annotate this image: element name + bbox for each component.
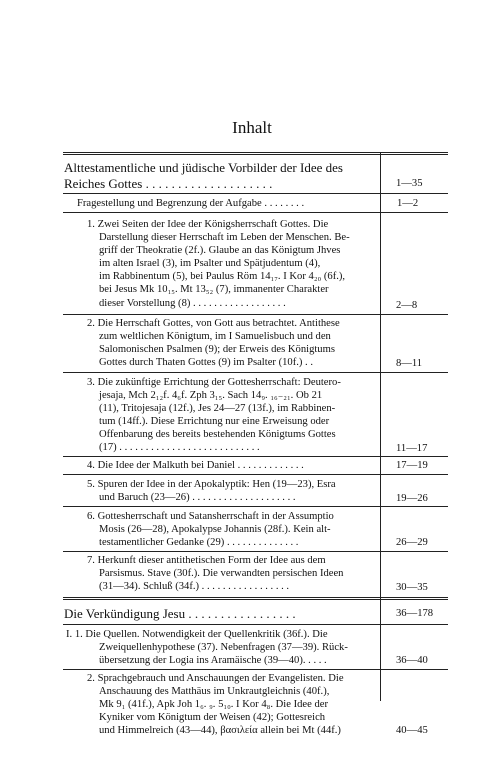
divider (63, 624, 448, 625)
divider (63, 474, 448, 475)
entry-pages: 17—19 (396, 460, 428, 471)
divider (63, 212, 448, 213)
entry-line: Anschauung des Matthäus im Unkrautgleichnis (40f.), (99, 686, 330, 697)
entry-line: (17) . . . . . . . . . . . . . . . . . . . . . . . . . . . (99, 442, 260, 453)
entry-line: Parsismus. Stave (30f.). Die verwandten persischen Ideen (99, 568, 344, 579)
entry-pages: 30—35 (396, 582, 428, 593)
entry-line: 4. Die Idee der Malkuth bei Daniel . . . . . . . . . . . . . (87, 460, 304, 471)
entry-line: Darstellung dieser Herrschaft im Leben der Menschen. Be- (99, 232, 350, 243)
entry-pages: 11—17 (396, 443, 428, 454)
intro-pages: 1—2 (397, 198, 419, 209)
entry-pages: 19—26 (396, 493, 428, 504)
entry-line: übersetzung der Logia ins Aramäische (39—40). . . . . (99, 655, 327, 666)
entry-line: dieser Vorstellung (8) . . . . . . . . . . . . . . . . . . (99, 298, 286, 309)
section-title-line: Alttestamentliche und jüdische Vorbilder der Idee des (64, 160, 343, 175)
top-rule (63, 152, 448, 155)
entry-line: und Himmelreich (43—44), βασιλεία allein bei Mt (44f.) (99, 725, 341, 736)
entry-line: testamentlicher Gedanke (29) . . . . . . . . . . . . . . (99, 537, 299, 548)
entry-line: Zweiquellenhypothese (37). Nebenfragen (37—39). Rück- (99, 642, 348, 653)
entry-line: Salomonischen Psalmen (9); der Erweis des Königtums (99, 344, 335, 355)
section-rule (63, 597, 448, 600)
entry-line: 7. Herkunft dieser antithetischen Form der Idee aus dem (87, 555, 326, 566)
divider (63, 193, 448, 194)
intro-line: Fragestellung und Begrenzung der Aufgabe . . . . . . . . (77, 198, 305, 209)
divider (63, 456, 448, 457)
entry-line: griff der Theokratie (2f.). Glaube an das Königtum Jhves (99, 245, 341, 256)
divider (63, 669, 448, 670)
page-title: Inhalt (232, 118, 272, 137)
entry-line: Mosis (26—28), Apokalypse Johannis (28f.). Kein alt- (99, 524, 331, 535)
entry-pages: 26—29 (396, 537, 428, 548)
entry-line: Mk 9₁ (41f.), Apk Joh 1₆. ₉. 5₁₀. I Kor 4₈. Die Idee der (99, 699, 328, 710)
section-title-line: Reiches Gottes . . . . . . . . . . . . . . . . . . . . (64, 176, 273, 191)
entry-line: und Baruch (23—26) . . . . . . . . . . . . . . . . . . . . (99, 492, 296, 503)
entry-pages: 40—45 (396, 725, 428, 736)
entry-line: im Rabbinentum (5), bei Paulus Röm 14₁₇. I Kor 4₂₀ (6f.), (99, 271, 346, 282)
entry-line: jesaja, Mch 2₁₂f. 4₆f. Zph 3₁₅. Sach 14₉. ₁₆₋₂₁. Ob 21 (99, 390, 323, 401)
entry-line: Kyniker vom Königtum der Weisen (42); Gottesreich (99, 712, 326, 723)
entry-line: im alten Israel (3), im Psalter und Spätjudentum (4), (99, 258, 321, 269)
entry-line: 2. Die Herrschaft Gottes, von Gott aus betrachtet. Antithese (87, 318, 340, 329)
entry-line: (31—34). Schluß (34f.) . . . . . . . . . . . . . . . . . (99, 581, 290, 592)
entry-line: 1. Zwei Seiten der Idee der Königsherrschaft Gottes. Die (87, 219, 329, 230)
entry-line: tum (14ff.). Diese Errichtung nur eine Erweisung oder (99, 416, 330, 427)
divider (63, 372, 448, 373)
column-divider (380, 152, 381, 701)
entry-pages: 36—40 (396, 655, 428, 666)
divider (63, 506, 448, 507)
entry-line: (11), Tritojesaja (12f.), Jes 24—27 (13f.), im Rabbinen- (99, 403, 336, 414)
entry-line: 2. Sprachgebrauch und Anschauungen der Evangelisten. Die (87, 673, 344, 684)
section-title-line: Die Verkündigung Jesu . . . . . . . . . . . . . . . . . (64, 606, 296, 621)
entry-line: Gottes durch Thaten Gottes (9) im Psalter (10f.) . . (99, 357, 313, 368)
entry-line: 5. Spuren der Idee in der Apokalyptik: Hen (19—23), Esra (87, 479, 336, 490)
entry-line: zum weltlichen Königtum, im I Samuelisbuch und den (99, 331, 331, 342)
divider (63, 551, 448, 552)
entry-pages: 8—11 (396, 358, 423, 369)
divider (63, 314, 448, 315)
entry-line: Offenbarung des bereits bestehenden Königtums Gottes (99, 429, 336, 440)
entry-line: 6. Gottesherrschaft und Satansherrschaft in der Assumptio (87, 511, 334, 522)
entry-line: I. 1. Die Quellen. Notwendigkeit der Quellenkritik (36f.). Die (66, 629, 328, 640)
entry-line: bei Jesus Mk 10₁₅. Mt 13₅₂ (7), immanenter Charakter (99, 284, 329, 295)
section-pages: 36—178 (396, 608, 434, 619)
entry-line: 3. Die zukünftige Errichtung der Gottesherrschaft: Deutero- (87, 377, 341, 388)
entry-pages: 2—8 (396, 300, 418, 311)
section-pages: 1—35 (396, 178, 423, 189)
